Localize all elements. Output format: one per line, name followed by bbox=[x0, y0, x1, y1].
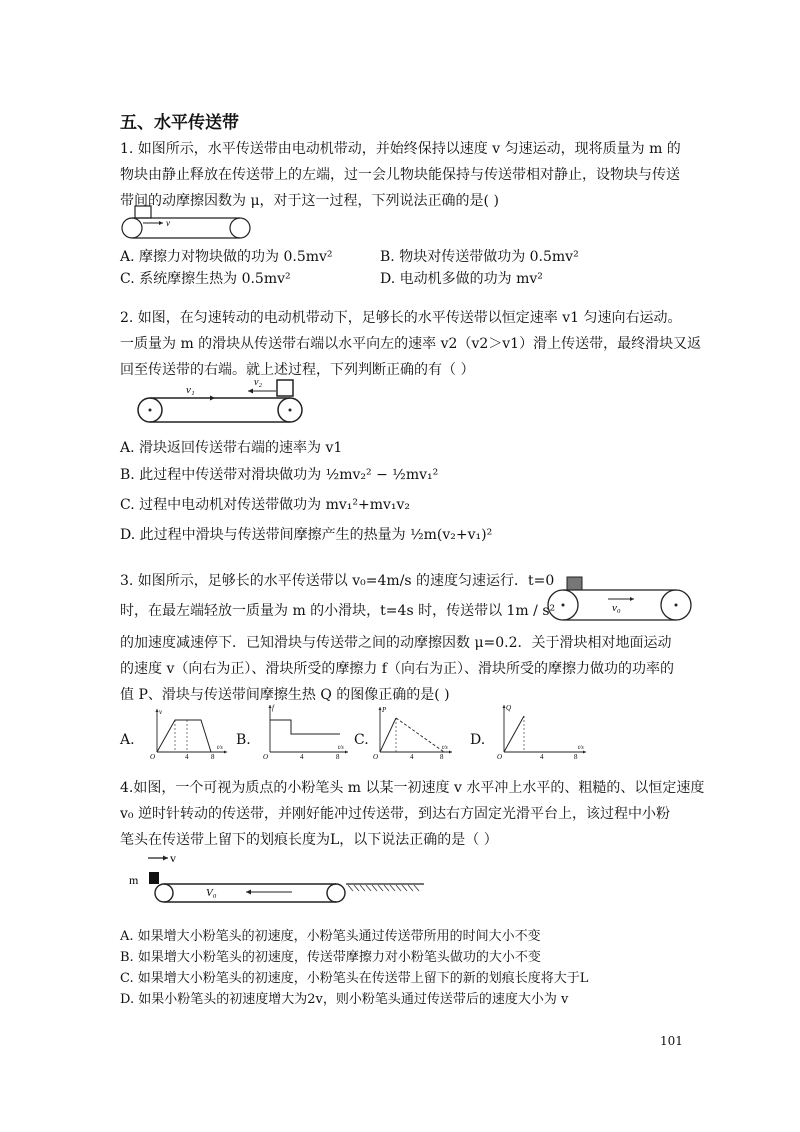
q3-graph-b bbox=[260, 702, 352, 760]
q3-fig-v0-label: v₀ bbox=[612, 602, 621, 614]
q2-block bbox=[277, 380, 293, 396]
q1-fig-v-label: v bbox=[166, 218, 170, 228]
q4-platform-hatching bbox=[348, 885, 419, 891]
q1-option-d: D. 电动机多做的功为 mv² bbox=[380, 271, 543, 287]
q1-block bbox=[135, 206, 151, 218]
q3-graph-b-tick4: 4 bbox=[300, 753, 304, 761]
q2-line3: 回至传送带的右端。就上述过程，下列判断正确的有（ ） bbox=[120, 362, 475, 378]
q3-graph-c-ylabel: P bbox=[382, 706, 387, 714]
page-number: 101 bbox=[660, 1034, 683, 1048]
q2-option-b: B. 此过程中传送带对滑块做功为 ½mv₂² − ½mv₁² bbox=[120, 467, 439, 483]
q2-fig-v2-label: v₂ bbox=[254, 377, 262, 388]
q3-graph-d-curve bbox=[504, 716, 524, 752]
q3-graph-d-origin: O bbox=[497, 753, 503, 761]
q4-option-b: B. 如果增大小粉笔头的初速度，传送带摩擦力对小粉笔头做功的大小不变 bbox=[120, 950, 541, 965]
q3-graph-a-ylabel: v bbox=[159, 708, 163, 716]
q1-line1: 1. 如图所示，水平传送带由电动机带动，并始终保持以速度 v 匀速运动，现将质量为 m 的 bbox=[120, 141, 681, 157]
q1-right-pulley bbox=[230, 218, 250, 238]
q1-left-pulley bbox=[122, 218, 142, 238]
q3-line1: 3. 如图所示，足够长的水平传送带以 v₀=4m/s 的速度匀速运行．t=0 bbox=[120, 573, 555, 589]
q3-conveyor-figure bbox=[546, 575, 694, 623]
q2-option-c: C. 过程中电动机对传送带做功为 mv₁²+mv₁v₂ bbox=[120, 497, 411, 513]
q3-graph-b-ylabel: f bbox=[272, 704, 274, 712]
q3-graph-a-tick8: 8 bbox=[211, 753, 215, 761]
q4-option-c: C. 如果增大小粉笔头的初速度，小粉笔头在传送带上留下的新的划痕长度将大于L bbox=[120, 971, 589, 986]
q3-line5: 值 P、滑块与传送带间摩擦生热 Q 的图像正确的是( ) bbox=[120, 687, 450, 703]
q1-line2: 物块由静止释放在传送带上的左端，过一会儿物块能保持与传送带相对静止，设物块与传送 bbox=[120, 167, 680, 183]
q4-line3: 笔头在传送带上留下的划痕长度为L，以下说法正确的是（ ） bbox=[120, 832, 498, 848]
q3-graph-a-tick4: 4 bbox=[185, 753, 189, 761]
q3-block bbox=[567, 577, 582, 590]
q2-option-d: D. 此过程中滑块与传送带间摩擦产生的热量为 ½m(v₂+v₁)² bbox=[120, 527, 493, 543]
q4-fig-v-label: v bbox=[170, 851, 176, 865]
q4-fig-v0-label: V₀ bbox=[206, 887, 217, 899]
q3-line4: 的速度 v（向右为正）、滑块所受的摩擦力 f（向右为正）、滑块所受的摩擦力做功的功率的 bbox=[120, 661, 674, 677]
q3-graph-d-tick4: 4 bbox=[540, 753, 544, 761]
q4-chalk-block bbox=[149, 872, 159, 884]
q3-graph-b-xlabel: t/s bbox=[338, 745, 344, 751]
q2-conveyor-figure bbox=[130, 372, 320, 434]
q4-line2: v₀ 逆时针转动的传送带，并刚好能冲过传送带，到达右方固定光滑平台上，该过程中小粉 bbox=[120, 806, 670, 822]
q3-graph-b-curve bbox=[270, 720, 340, 734]
q3-graph-d bbox=[494, 702, 590, 760]
q3-graph-d-xlabel: t/s bbox=[578, 745, 584, 751]
q4-right-pulley bbox=[327, 884, 345, 902]
q1-option-a: A. 摩擦力对物块做的功为 0.5mv² bbox=[120, 249, 333, 265]
q3-graph-a bbox=[147, 706, 231, 760]
q3-graph-b-label: B. bbox=[236, 732, 251, 748]
q3-line2: 时，在最左端轻放一质量为 m 的小滑块，t=4s 时，传送带以 1m / s² bbox=[120, 603, 556, 619]
q2-line1: 2. 如图，在匀速转动的电动机带动下，足够长的水平传送带以恒定速率 v1 匀速向右运动。 bbox=[120, 310, 682, 326]
section-title: 五、水平传送带 bbox=[120, 113, 239, 133]
q3-graph-c-label: C. bbox=[354, 732, 369, 748]
q3-graph-a-xlabel: t/s bbox=[217, 745, 223, 751]
q3-graph-a-origin: O bbox=[150, 753, 156, 761]
q3-graph-c-tick8: 8 bbox=[440, 753, 444, 761]
q1-line3: 带间的动摩擦因数为 μ，对于这一过程，下列说法正确的是( ) bbox=[120, 193, 499, 209]
q3-graph-a-label: A. bbox=[120, 732, 135, 748]
q2-fig-v1-label: v₁ bbox=[186, 384, 195, 396]
q3-graph-b-origin: O bbox=[263, 753, 269, 761]
q3-graph-c bbox=[370, 704, 456, 760]
q4-option-d: D. 如果小粉笔头的初速度增大为2v，则小粉笔头通过传送带后的速度大小为 v bbox=[120, 992, 569, 1007]
q1-option-c: C. 系统摩擦生热为 0.5mv² bbox=[120, 271, 291, 287]
q3-graph-c-rise bbox=[380, 718, 396, 752]
q2-line2: 一质量为 m 的滑块从传送带右端以水平向左的速率 v2（v2＞v1）滑上传送带，最终滑块又返 bbox=[120, 336, 702, 352]
q3-graph-d-tick8: 8 bbox=[574, 753, 578, 761]
q3-graph-c-tick4: 4 bbox=[410, 753, 414, 761]
q1-option-b: B. 物块对传送带做功为 0.5mv² bbox=[380, 249, 579, 265]
q4-conveyor-figure bbox=[126, 848, 426, 914]
q3-graph-b-tick8: 8 bbox=[336, 753, 340, 761]
q3-graph-c-fall bbox=[396, 718, 444, 752]
q3-graph-a-curve bbox=[157, 720, 211, 752]
q4-left-pulley bbox=[155, 884, 173, 902]
q3-line3: 的加速度减速停下．已知滑块与传送带之间的动摩擦因数 μ=0.2．关于滑块相对地面运动 bbox=[120, 635, 672, 651]
q3-graph-c-xlabel: t/s bbox=[442, 745, 448, 751]
q4-option-a: A. 如果增大小粉笔头的初速度，小粉笔头通过传送带所用的时间大小不变 bbox=[120, 929, 541, 944]
q4-line1: 4.如图，一个可视为质点的小粉笔头 m 以某一初速度 v 水平冲上水平的、粗糙的、以恒定速度 bbox=[120, 780, 705, 796]
q4-fig-m-label: m bbox=[129, 873, 139, 887]
q2-option-a: A. 滑块返回传送带右端的速率为 v1 bbox=[120, 440, 343, 456]
q1-conveyor-figure bbox=[118, 204, 258, 240]
q3-graph-d-ylabel: Q bbox=[506, 704, 512, 712]
q3-graph-c-origin: O bbox=[373, 753, 379, 761]
q3-graph-d-label: D. bbox=[470, 732, 486, 748]
